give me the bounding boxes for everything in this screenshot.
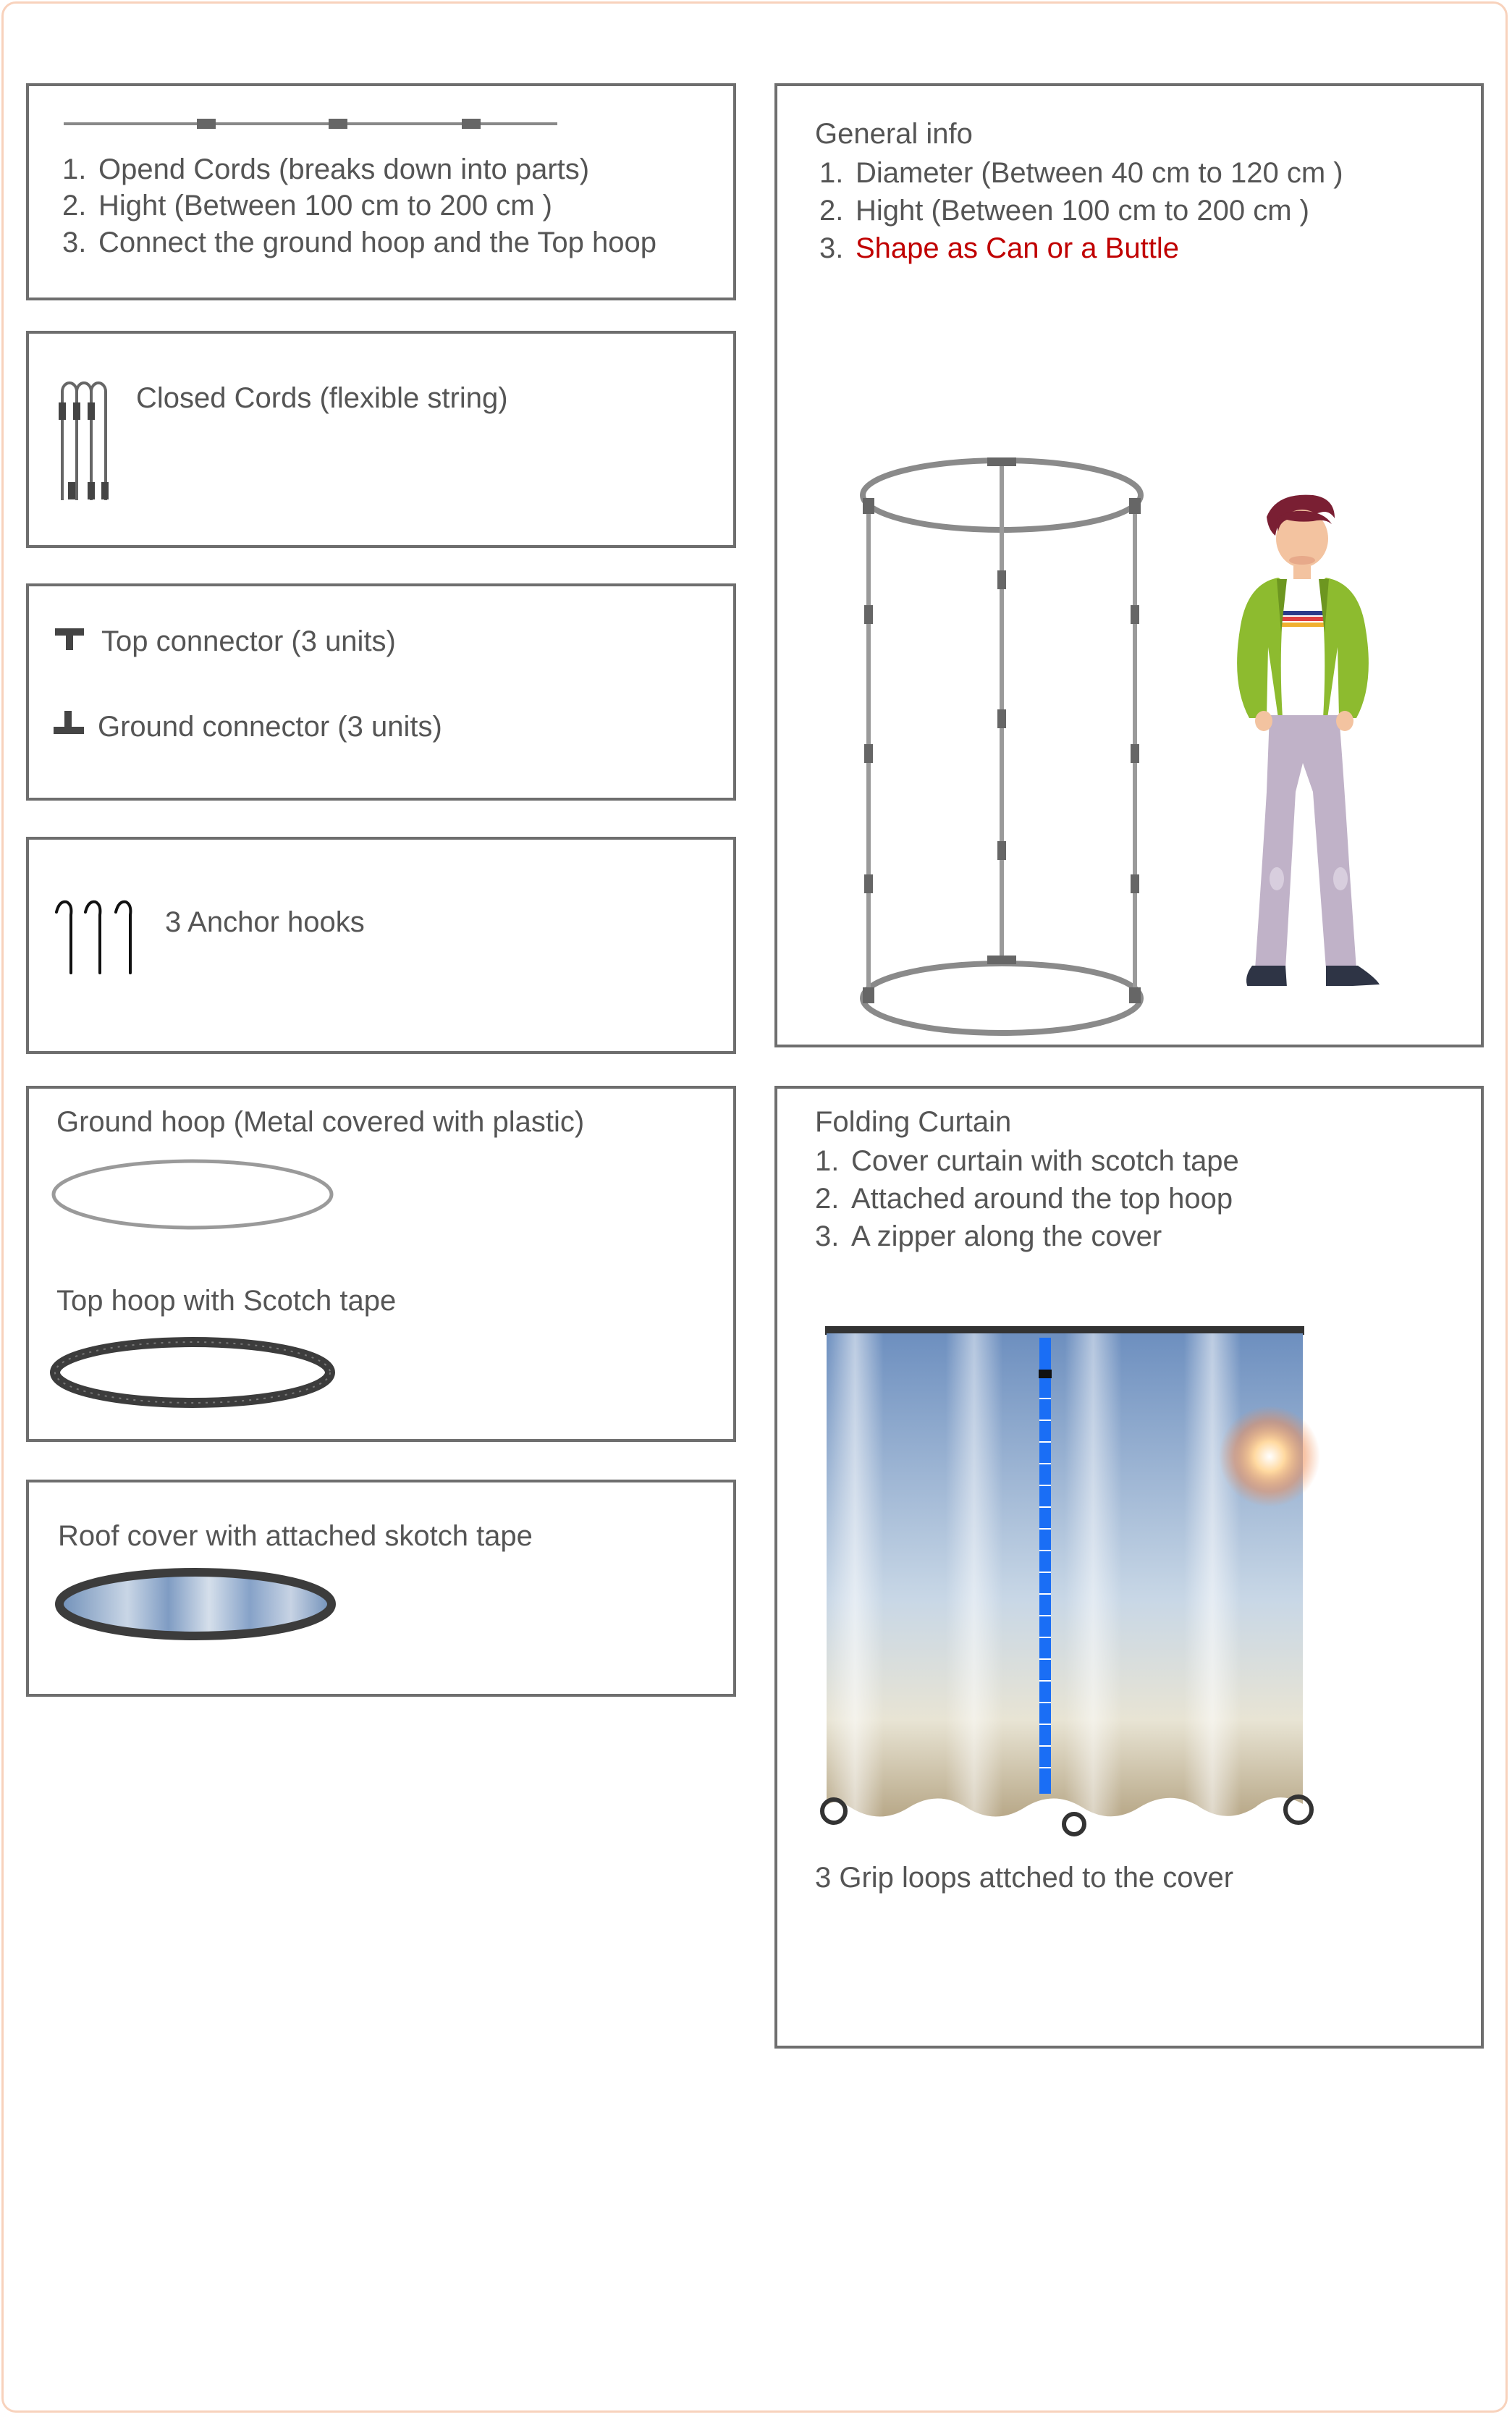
anchor-hooks-panel (26, 837, 736, 1054)
closed-cords-label: Closed Cords (flexible string) (136, 382, 508, 414)
person-illustration (1197, 488, 1414, 1009)
closed-cords-icon (55, 370, 127, 507)
booth-frame-illustration (857, 452, 1175, 1118)
folding-curtain-item-3: 3. A zipper along the cover (815, 1220, 1162, 1252)
roof-cover-panel (26, 1480, 736, 1697)
folding-curtain-item-1: 1. Cover curtain with scotch tape (815, 1145, 1239, 1177)
folding-curtain-panel (774, 1086, 1484, 2049)
opened-cords-item-1: 1. Opend Cords (breaks down into parts) (62, 153, 590, 185)
ground-hoop-icon (51, 1158, 340, 1238)
top-connector-icon (55, 627, 84, 653)
general-info-title: General info (815, 118, 973, 150)
closed-cords-panel (26, 331, 736, 548)
hoops-panel (26, 1086, 736, 1442)
roof-cover-label: Roof cover with attached skotch tape (58, 1520, 533, 1552)
opened-cords-panel (26, 83, 736, 300)
general-info-item-3: 3. Shape as Can or a Buttle (819, 232, 1179, 264)
top-hoop-label: Top hoop with Scotch tape (56, 1285, 397, 1317)
opened-cord-icon (64, 117, 570, 131)
anchor-hooks-label: 3 Anchor hooks (165, 906, 365, 938)
anchor-hooks-icon (54, 898, 155, 977)
general-info-panel (774, 83, 1484, 1047)
opened-cords-item-3: 3. Connect the ground hoop and the Top hoop (62, 227, 657, 258)
ground-connector-label: Ground connector (3 units) (98, 711, 442, 743)
opened-cords-item-2: 2. Hight (Between 100 cm to 200 cm ) (62, 190, 552, 222)
connectors-panel (26, 583, 736, 801)
top-connector-label: Top connector (3 units) (101, 625, 396, 657)
folding-curtain-item-2: 2. Attached around the top hoop (815, 1183, 1233, 1215)
folding-curtain-title: Folding Curtain (815, 1106, 1012, 1138)
curtain-illustration (792, 1326, 1313, 1833)
general-info-item-2: 2. Hight (Between 100 cm to 200 cm ) (819, 195, 1309, 227)
top-hoop-icon (51, 1336, 340, 1416)
ground-connector-icon (54, 711, 84, 737)
ground-hoop-label: Ground hoop (Metal covered with plastic) (56, 1106, 585, 1138)
roof-cover-icon (54, 1568, 343, 1648)
grip-loops-caption: 3 Grip loops attched to the cover (815, 1862, 1234, 1894)
general-info-item-1: 1. Diameter (Between 40 cm to 120 cm ) (819, 157, 1343, 189)
